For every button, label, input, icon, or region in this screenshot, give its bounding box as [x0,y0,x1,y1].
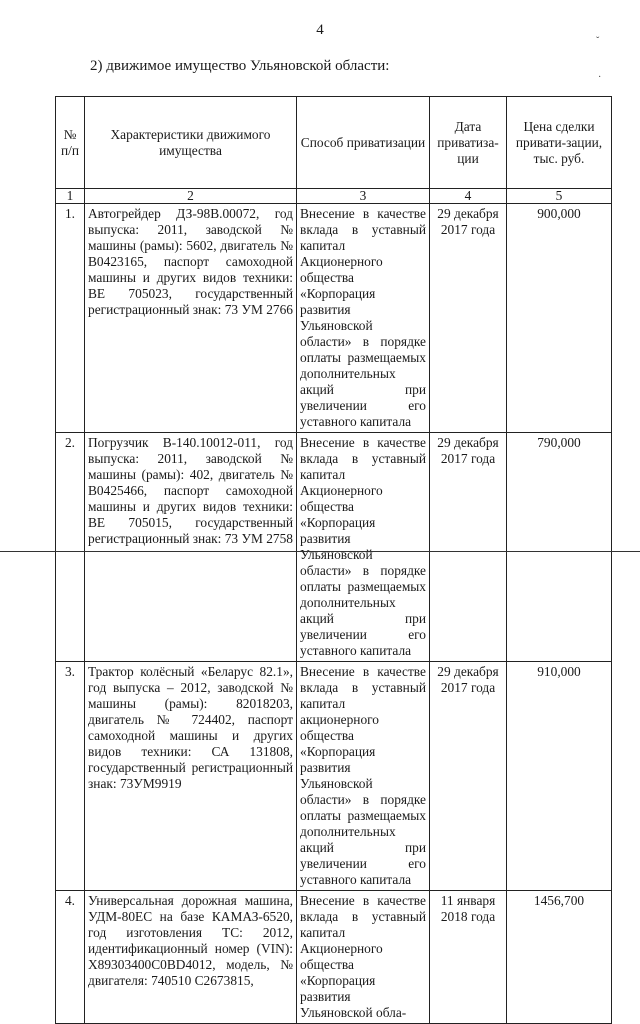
row-price: 1456,700 [507,891,612,1024]
column-number: 5 [507,189,612,204]
page-number: 4 [316,22,324,38]
scan-speck: ˇ [596,36,600,47]
movable-property-table [55,96,612,1024]
row-price: 910,000 [507,662,612,891]
header-price: Цена сделки привати-зации, тыс. руб. [507,97,612,189]
row-price: 900,000 [507,204,612,433]
row-number: 1. [56,204,85,433]
header-method: Способ приватизации [297,97,430,189]
header-date: Дата приватиза-ции [430,97,507,189]
row-method: Внесение в качестве вклада в уставный капитал Акционерного общества «Корпорация развития Ульяновской обла- [297,891,430,1024]
column-number: 4 [430,189,507,204]
table-row [56,433,612,662]
column-number: 2 [85,189,297,204]
header-description: Характеристики движимого имущества [85,97,297,189]
scan-speck: · [598,72,602,83]
row-description: Трактор колёсный «Беларус 82.1», год выпуска – 2012, заводской № машины (рамы): 82018203, двигатель № 724402, паспорт самоходной машины и других видов техники: СА 131808, государственный регистрационный знак: 73УМ9919 [85,662,297,891]
row-price: 790,000 [507,433,612,662]
table-row [56,891,612,1024]
table-row [56,204,612,433]
row-date: 11 января 2018 года [430,891,507,1024]
column-number: 1 [56,189,85,204]
row-description: Универсальная дорожная машина, УДМ-80ЕС на базе КАМАЗ-6520, год изготовления ТС: 2012, идентификационный номер (VIN): Х89303400С0BD4012, модель, № двигателя: 740510 С2673815, [85,891,297,1024]
row-number: 4. [56,891,85,1024]
row-method: Внесение в качестве вклада в уставный капитал Акционерного общества «Корпорация развития Ульяновской области» в порядке оплаты размещаемых дополнительных акций при увеличении его уставного капитала [297,204,430,433]
row-description: Погрузчик В-140.10012-011, год выпуска: 2011, заводской № машины (рамы): 402, двигатель № В0425466, паспорт самоходной машины и других видов техники: ВЕ 705015, государственный регистрационный знак: 73 УМ 2758 [85,433,297,662]
row-number: 2. [56,433,85,662]
row-date: 29 декабря 2017 года [430,204,507,433]
row-number: 3. [56,662,85,891]
column-number-row [56,189,612,204]
row-method: Внесение в качестве вклада в уставный капитал Акционерного общества «Корпорация развития Ульяновской области» в порядке оплаты размещаемых дополнительных акций при увеличении его уставного капитала [297,433,430,662]
row-method: Внесение в качестве вклада в уставный капитал акционерного общества «Корпорация развития Ульяновской области» в порядке оплаты размещаемых дополнительных акций при увеличении его уставного капитала [297,662,430,891]
column-number: 3 [297,189,430,204]
scan-fold-line [0,551,640,552]
header-num: № п/п [56,97,85,189]
row-date: 29 декабря 2017 года [430,662,507,891]
row-description: Автогрейдер ДЗ-98В.00072, год выпуска: 2011, заводской № машины (рамы): 5602, двигатель № В0423165, паспорт самоходной машины и других видов техники: ВЕ 705023, государственный регистрационный знак: 73 УМ 2766 [85,204,297,433]
table-header-row [56,97,612,189]
section-heading: 2) движимое имущество Ульяновской области: [90,58,390,74]
table-row [56,662,612,891]
row-date: 29 декабря 2017 года [430,433,507,662]
